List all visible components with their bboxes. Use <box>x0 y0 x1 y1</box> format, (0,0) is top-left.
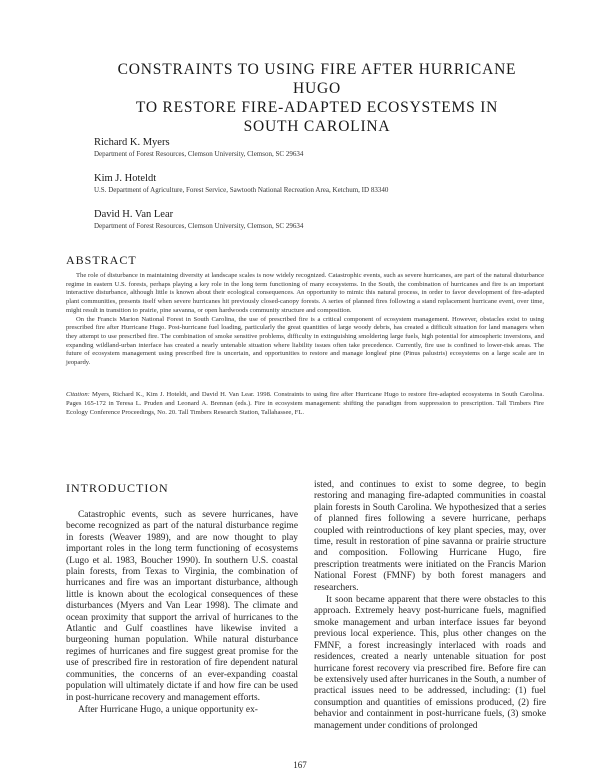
author-block <box>94 136 554 159</box>
abstract-paragraph: The role of disturbance in maintaining diversity at landscape scales is now widely recognized. Catastrophic events, such as severe hurricanes, are part of the natural disturbance regime in eastern U.S. forests, perhaps playing a key role in the long term functioning of many ecosystems. In the South, the combination of hurricanes and fire is an important interactive disturbance, although little is known about their ecological consequences. An opportunity to mimic this natural process, in order to favor development of fire-adapted plant communities, presents itself when severe hurricanes hit previously closed-canopy forests. A series of planned fires following a stand replacement hurricane event, over time, might result in transition to prairie, pine savanna, or open hardwoods community structure and composition. <box>66 272 544 314</box>
paper-title <box>92 60 542 136</box>
body-paragraph: It soon became apparent that there were obstacles to this approach. Extremely heavy post-hurricane fuels, magnified smoke management and urban interface issues far beyond previous local experience. This, plus other changes on the FMNF, a forest increasingly interlaced with roads and residences, created a nearly untenable situation for post hurricane forest recovery via prescribed fire. Before fire can be extensively used after hurricanes in the South, a number of practical issues need to be addressed, including: (1) fuel consumption and quantities of emissions produced, (2) fire behavior and containment in post-hurricane fuels, (3) smoke management under conditions of prolonged <box>314 595 546 731</box>
paper-title-line-3: SOUTH CAROLINA <box>243 118 391 135</box>
citation-text: Myers, Richard K., Kim J. Hoteldt, and David H. Van Lear. 1998. Constraints to using fire after Hurricane Hugo to restore fire-adapted ecosystems in South Carolina. Pages 165-172 in Teresa L. Pruden and Leonard A. Brennan (eds.). Fire in ecosystem management: shifting the paradigm from suppression to prescription. Tall Timbers Fire Ecology Conference Proceedings, No. 20. Tall Timbers Research Station, Tallahassee, FL. <box>66 391 544 416</box>
abstract-heading: ABSTRACT <box>66 253 137 267</box>
author-name: Kim J. Hoteldt <box>94 173 157 184</box>
author-name: Richard K. Myers <box>94 137 170 148</box>
citation <box>66 391 544 417</box>
author-block <box>94 172 554 195</box>
citation-label: Citation: <box>66 391 90 398</box>
body-paragraph: After Hurricane Hugo, a unique opportunity ex- <box>78 704 258 715</box>
body-paragraph: Catastrophic events, such as severe hurricanes, have become recognized as part of the natural disturbance regime in forests (Weaver 1989), and are now thought to play important roles in the long term functioning of ecosystems (Lugo et al. 1983, Boucher 1990). In southern U.S. coastal plain forests, from Texas to Virginia, the combination of hurricanes and fire was an important disturbance, although little is known about the ecological consequences of these disturbances (Myers and Van Lear 1998). The climate and ocean proximity that support the arrival of hurricanes to the Atlantic and Gulf coastlines have likewise invited a burgeoning human population. While natural disturbance regimes of hurricanes and fire suggest great promise for the use of prescribed fire in restoration of fire dependent natural communities, the concerns of an ever-expanding coastal population will ultimately dictate if and how fire can be used in post-hurricane recovery and management efforts. <box>66 510 298 703</box>
paper-title-line-1: CONSTRAINTS TO USING FIRE AFTER HURRICANE HUGO <box>117 61 517 97</box>
abstract-body <box>66 272 544 368</box>
author-affiliation: U.S. Department of Agriculture, Forest Service, Sawtooth National Recreation Area, Ketchum, ID 83340 <box>94 186 389 194</box>
abstract-paragraph: On the Francis Marion National Forest in South Carolina, the use of prescribed fire is a critical component of ecosystem management. However, obstacles exist to using prescribed fire after Hurricane Hugo. Post-hurricane fuel loading, particularly the great quantities of large woody debris, has created a difficult situation for land managers when they attempt to use prescribed fire. The combination of smoke sensitive problems, difficulty in extinguishing smoldering large fuels, high potential for atmospheric inversions, and expanding wildland-urban interface has created a nearly untenable situation where liability issues often take precedence. Currently, fire use is confined to lower-risk areas. The future of ecosystem management using prescribed fire is uncertain, and opportunities to restore and manage longleaf pine (Pinus palustris) ecosystems on a large scale are in jeopardy. <box>66 315 544 367</box>
author-affiliation: Department of Forest Resources, Clemson University, Clemson, SC 29634 <box>94 222 304 230</box>
introduction-heading: INTRODUCTION <box>66 481 169 495</box>
page-number: 167 <box>293 760 307 770</box>
author-block <box>94 208 554 231</box>
paper-title-line-2: TO RESTORE FIRE-ADAPTED ECOSYSTEMS IN <box>135 99 499 116</box>
author-name: David H. Van Lear <box>94 209 174 220</box>
body-paragraph: isted, and continues to exist to some degree, to begin restoring and managing fire-adapted communities in coastal plain forests in South Carolina. We hypothesized that a series of planned fires following a severe hurricane, perhaps coupled with reintroductions of key plant species, may, over time, result in restoration of pine savanna or prairie structure and composition. Following Hurricane Hugo, fire prescription treatments were initiated on the Francis Marion National Forest (FMNF) by both forest managers and researchers. <box>314 480 546 593</box>
text-column-right <box>314 480 546 755</box>
author-affiliation: Department of Forest Resources, Clemson University, Clemson, SC 29634 <box>94 150 304 158</box>
text-column-left <box>66 510 298 755</box>
